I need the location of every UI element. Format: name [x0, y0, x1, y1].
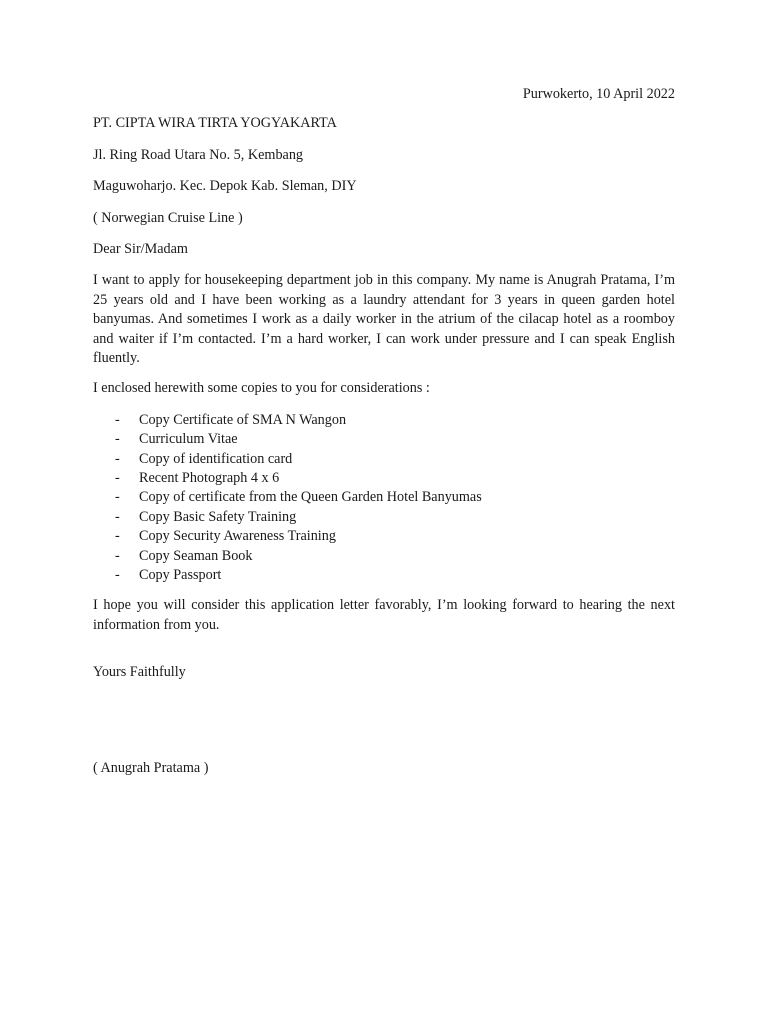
list-bullet: - — [115, 489, 120, 506]
list-bullet: - — [115, 508, 120, 525]
signature-name: ( Anugrah Pratama ) — [93, 759, 209, 776]
list-bullet: - — [115, 528, 120, 545]
body-paragraph: I want to apply for housekeeping department job in this company. My name is Anugrah Pratama, I’m 25 years old and I have been working as a laundry attendant for 3 years in queen garden hotel banyumas. And sometimes I work as a daily worker in the atrium of the cilacap hotel as a roomboy and waiter if I’m contacted. I’m a hard worker, I can work under pressure and I can speak English fluently. — [93, 272, 675, 367]
enclosure-item-label: Copy Certificate of SMA N Wangon — [139, 411, 347, 428]
list-item — [93, 527, 675, 546]
enclosure-item-label: Curriculum Vitae — [139, 431, 238, 448]
list-bullet: - — [115, 450, 120, 467]
list-item — [93, 450, 675, 469]
recipient-company: PT. CIPTA WIRA TIRTA YOGYAKARTA — [93, 115, 337, 132]
list-item — [93, 430, 675, 449]
list-bullet: - — [115, 411, 120, 428]
list-item — [93, 547, 675, 566]
enclosure-item-label: Copy of identification card — [139, 450, 293, 467]
application-letter — [93, 85, 675, 778]
enclosure-intro: I enclosed herewith some copies to you for considerations : — [93, 380, 430, 397]
list-bullet: - — [115, 431, 120, 448]
enclosure-item-label: Copy Basic Safety Training — [139, 508, 297, 525]
recipient-address-line-1: Jl. Ring Road Utara No. 5, Kembang — [93, 146, 304, 163]
enclosure-item-label: Copy Seaman Book — [139, 547, 253, 564]
salutation: Dear Sir/Madam — [93, 241, 188, 258]
enclosure-list — [93, 411, 675, 586]
recipient-address-line-2: Maguwoharjo. Kec. Depok Kab. Sleman, DIY — [93, 178, 357, 195]
closing: Yours Faithfully — [93, 664, 186, 681]
enclosure-item-label: Recent Photograph 4 x 6 — [139, 470, 280, 487]
date-line: Purwokerto, 10 April 2022 — [522, 86, 675, 102]
list-bullet: - — [115, 470, 120, 487]
closing-paragraph: I hope you will consider this application letter favorably, I’m looking forward to hearing the next information from you. — [93, 597, 675, 633]
recipient-line: ( Norwegian Cruise Line ) — [93, 209, 243, 226]
enclosure-item-label: Copy Security Awareness Training — [139, 528, 336, 545]
list-item — [93, 488, 675, 507]
list-item — [93, 566, 675, 585]
list-bullet: - — [115, 567, 120, 583]
enclosure-item-label: Copy of certificate from the Queen Garden Hotel Banyumas — [139, 489, 482, 506]
list-bullet: - — [115, 547, 120, 564]
enclosure-item-label: Copy Passport — [139, 567, 222, 583]
list-item — [93, 411, 675, 430]
list-item — [93, 469, 675, 488]
list-item — [93, 508, 675, 527]
